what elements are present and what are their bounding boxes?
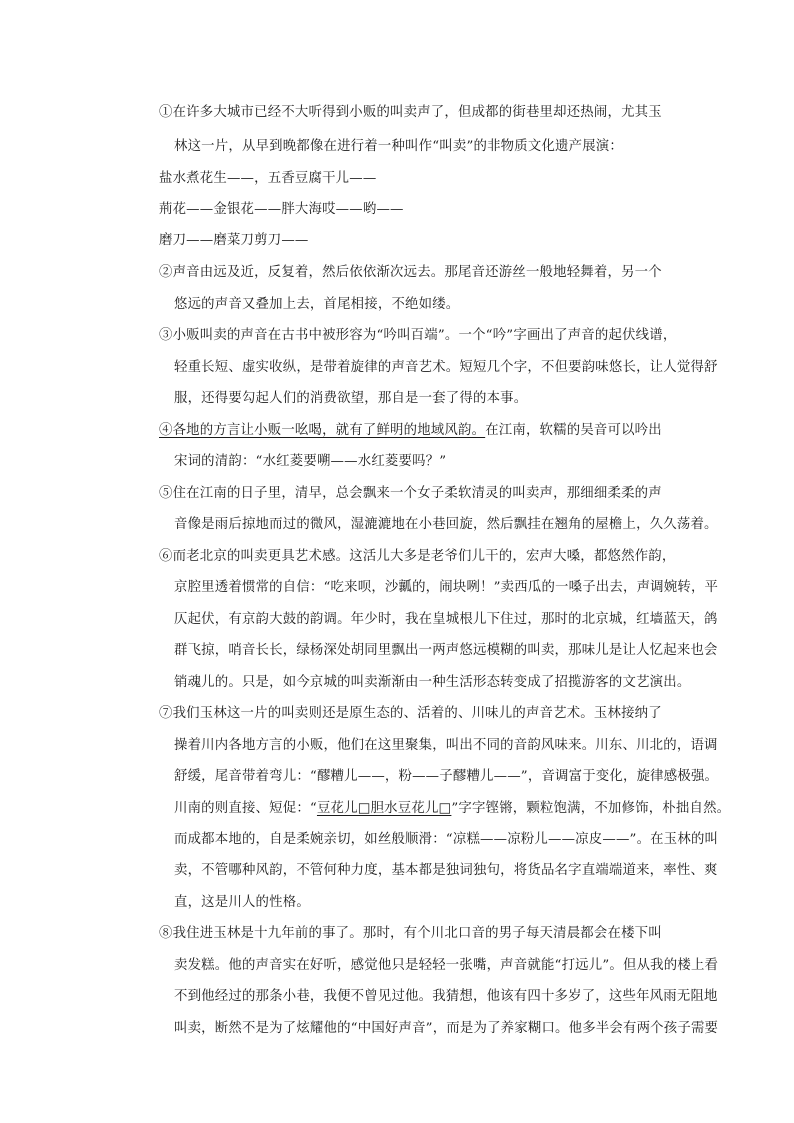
underlined-phrase: 豆花儿□胆水豆花儿□ [316,801,452,816]
text-line: 宋词的清韵：“水红菱要嗍——水红菱要吗？” [174,454,447,469]
text-line: 不到他经过的那条小巷，我便不曾见过他。我猜想，他该有四十多岁了，这些年风雨无阻地 [174,989,718,1004]
text-line: 操着川内各地方言的小贩，他们在这里聚集，叫出不同的音韵风味来。川东、川北的，语调 [174,738,718,753]
text-line: 直，这是川人的性格。 [174,895,310,910]
text-line: ③小贩叫卖的声音在古书中被形容为“吟叫百端”。一个“吟”字画出了声音的起伏线谱， [159,328,677,343]
underlined-sentence: ④各地的方言让小贩一吆喝，就有了鲜明的地域风韵。 [159,423,486,438]
text-line: ⑤住在江南的日子里，清早，总会飘来一个女子柔软清灵的叫卖声，那细细柔柔的声 [159,486,662,501]
text-line: ⑧我住进玉林是十九年前的事了。那时，有个川北口音的男子每天清晨都会在楼下叫 [159,926,662,941]
text-line: 荊花——金银花——胖大海哎——哟—— [159,202,404,217]
text-line: ①在许多大城市已经不大听得到小贩的叫卖声了，但成都的街巷里却还热闹，尤其玉 [159,105,662,120]
text-line: 仄起伏，有京韵大鼓的韵调。年少时，我在皇城根儿下住过，那时的北京城，红墙蓝天，鸽 [174,612,718,627]
text-line: 林这一片，从早到晚都像在进行着一种叫作“叫卖”的非物质文化遗产展演： [174,139,623,154]
text-line: 音像是雨后掠地而过的微风，湿漉漉地在小巷回旋，然后飘挂在翘角的屋檐上，久久荡着。 [174,517,718,532]
text-line: 而成都本地的，自是柔婉亲切，如丝般顺滑：“凉糕——凉粉儿——凉皮——”。在玉林的叫 [174,832,719,847]
text-line: 轻重长短、虚实收纵，是带着旋律的声音艺术。短短几个字，不但要韵味悠长，让人觉得舒 [174,360,718,375]
text-line: 销魂儿的。只是，如今京城的叫卖渐渐由一种生活形态转变成了招揽游客的文艺演出。 [174,675,691,690]
text-segment: 川南的则直接、短促：“ [174,801,317,816]
text-line: 卖发糕。他的声音实在好听，感觉他只是轻轻一张嘴，声音就能“打远儿”。但从我的楼上看 [174,958,719,973]
text-line: 悠远的声音又叠加上去，首尾相接，不绝如缕。 [174,297,460,312]
text-line: 服，还得要勾起人们的消费欲望，那自是一套了得的本事。 [174,391,528,406]
text-line: 舒缓，尾音带着弯儿：“醪糟儿——，粉——子醪糟儿——”，音调富于变化，旋律感极强。 [174,769,719,784]
text-line: 群飞掠，哨音长长，绿杨深处胡同里飘出一两声悠远模糊的叫卖，那味儿是让人忆起来也会 [174,643,718,658]
text-line: 京腔里透着惯常的自信：“吃来呗，沙瓤的，闹块咧！”卖西瓜的一嗓子出去，声调婉转，平 [174,580,719,595]
text-segment: ”字字铿锵，颗粒饱满，不加修饰，朴拙自然。 [451,801,731,816]
text-line: 盐水煮花生——，五香豆腐干儿—— [159,171,377,186]
text-line [174,800,731,818]
text-segment: 在江南，软糯的吴音可以吟出 [485,423,662,438]
text-line [159,422,684,440]
text-line: ⑥而老北京的叫卖更具艺术感。这活儿大多是老爷们儿干的，宏声大嗓，都悠然作韵， [159,549,676,564]
text-line: 卖，不管哪种风韵，不管何种力度，基本都是独词独句，将货品名字直端端道来，率性、爽 [174,863,718,878]
text-line: ②声音由远及近，反复着，然后依依渐次远去。那尾音还游丝一般地轻舞着，另一个 [159,265,662,280]
text-line: 磨刀——磨菜刀剪刀—— [159,233,309,248]
text-line: ⑦我们玉林这一片的叫卖则还是原生态的、活着的、川味儿的声音艺术。玉林接纳了 [159,706,662,721]
text-line: 叫卖，断然不是为了炫耀他的“中国好声音”，而是为了养家糊口。他多半会有两个孩子需要 [174,1021,719,1036]
